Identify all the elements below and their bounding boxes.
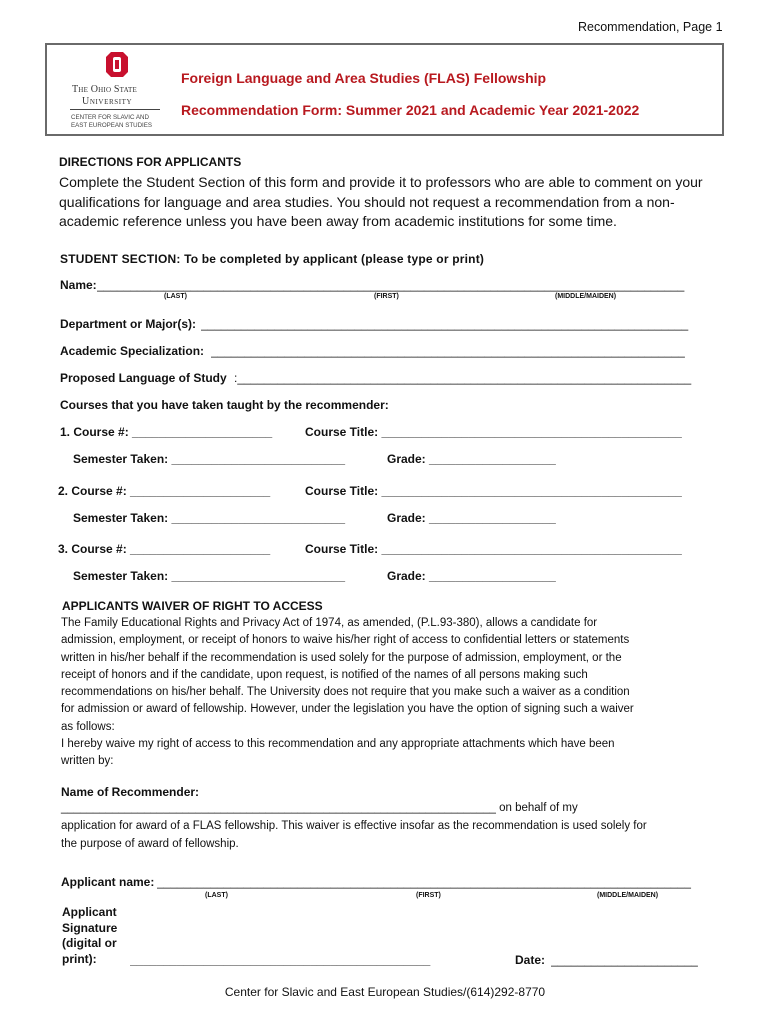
waiver-line: written by: [61, 755, 114, 768]
waiver-line: The Family Educational Rights and Privacy Act of 1974, as amended, (P.L.93-380), allows a candidate for [61, 617, 598, 629]
form-title: Foreign Language and Area Studies (FLAS) Fellowship [181, 70, 547, 86]
department-field[interactable]: _________________________________________________________________________ [201, 317, 689, 331]
waiver-line: I hereby waive my right of access to this recommendation and any appropriate attachments which have been [61, 738, 615, 751]
semester-taken-field[interactable]: Semester Taken: __________________________ [73, 569, 346, 583]
signature-label [62, 905, 117, 967]
applicant-name-field[interactable]: ________________________________________________________________________________ [157, 875, 691, 889]
course-number-field[interactable]: 1. Course #: _____________________ [60, 425, 273, 439]
language-label: Proposed Language of Study [60, 371, 227, 385]
grade-field[interactable]: Grade: ___________________ [387, 452, 556, 466]
applicant-sublabel-first: (FIRST) [416, 892, 441, 899]
logo-center-line2: EAST EUROPEAN STUDIES [71, 122, 153, 129]
signature-label-line: print): [62, 951, 97, 966]
recommender-field[interactable]: ____________________________________________________________________ on behalf of my [61, 802, 578, 814]
waiver-heading: APPLICANTS WAIVER OF RIGHT TO ACCESS [62, 599, 323, 613]
directions-heading: DIRECTIONS FOR APPLICANTS [59, 155, 242, 169]
waiver-paragraph [61, 615, 721, 771]
department-label: Department or Major(s): [60, 317, 197, 331]
footer-contact: Center for Slavic and East European Studies/(614)292-8770 [224, 985, 546, 999]
name-sublabel-last: (LAST) [164, 293, 187, 300]
name-sublabel-middle: (MIDDLE/MAIDEN) [555, 293, 617, 300]
specialization-label: Academic Specialization: [60, 344, 205, 358]
grade-field[interactable]: Grade: ___________________ [387, 511, 556, 525]
page-label: Recommendation, Page 1 [578, 20, 723, 34]
waiver-line: written in his/her behalf if the recommendation is used solely for the purpose of admission, employment, or the [61, 651, 622, 664]
signature-label-line: Applicant [62, 905, 117, 919]
waiver-line: application for award of a FLAS fellowship. This waiver is effective insofar as the recommendation is used solely for [61, 820, 647, 832]
name-field[interactable]: ________________________________________________________________________________________ [97, 278, 685, 292]
course-title-field[interactable]: Course Title: _____________________________________________ [305, 425, 682, 439]
applicant-sublabel-middle: (MIDDLE/MAIDEN) [597, 892, 659, 899]
course-number-field[interactable]: 3. Course #: _____________________ [58, 542, 271, 556]
directions-line: academic reference unless you have been away from academic institutions for some time. [59, 213, 617, 229]
osu-block-o-logo [106, 52, 128, 77]
name-sublabel-first: (FIRST) [374, 293, 399, 300]
waiver-line: admission, employment, or receipt of honors to waive his/her right of access to confidential letters or statements [61, 634, 630, 647]
waiver-line: the purpose of award of fellowship. [61, 838, 239, 850]
course-title-field[interactable]: Course Title: _____________________________________________ [305, 484, 682, 498]
logo-text-line1: The Ohio State [72, 84, 138, 95]
student-section-heading: STUDENT SECTION: To be completed by applicant (please type or print) [60, 252, 485, 266]
name-label: Name: [60, 278, 97, 292]
signature-field[interactable]: _____________________________________________ [130, 953, 431, 967]
semester-taken-field[interactable]: Semester Taken: __________________________ [73, 452, 346, 466]
waiver-line: receipt of honors and if the candidate, upon request, is notified of the names of all persons making such [61, 668, 588, 681]
course-number-field[interactable]: 2. Course #: _____________________ [58, 484, 271, 498]
specialization-field[interactable]: _______________________________________________________________________ [211, 344, 685, 358]
courses-heading: Courses that you have taken taught by the recommender: [60, 398, 389, 412]
logo-rule [70, 109, 160, 110]
form-subtitle: Recommendation Form: Summer 2021 and Academic Year 2021-2022 [181, 102, 640, 118]
directions-line: qualifications for language and area studies. You should not request a recommendation from a non- [59, 194, 675, 210]
course-title-field[interactable]: Course Title: _____________________________________________ [305, 542, 682, 556]
logo-text-line2: University [82, 96, 133, 107]
recommender-label: Name of Recommender: [61, 785, 200, 799]
applicant-name-label: Applicant name: [61, 875, 155, 889]
semester-taken-field[interactable]: Semester Taken: __________________________ [73, 511, 346, 525]
date-field[interactable]: ______________________ [551, 953, 698, 967]
grade-field[interactable]: Grade: ___________________ [387, 569, 556, 583]
waiver-line: recommendations on his/her behalf. The University does not require that you make such a waiver as a condition [61, 686, 630, 699]
applicant-sublabel-last: (LAST) [205, 892, 228, 899]
waiver-line: as follows: [61, 720, 115, 733]
signature-label-line: (digital or [62, 936, 117, 951]
logo-center-line1: CENTER FOR SLAVIC AND [71, 114, 149, 121]
waiver-line: for admission or award of fellowship. However, under the legislation you have the option of signing such a waiver [61, 703, 634, 716]
date-label: Date: [515, 953, 546, 967]
directions-line: Complete the Student Section of this form and provide it to professors who are able to comment on your [59, 174, 703, 190]
signature-label-line: Signature [62, 920, 118, 935]
language-field[interactable]: :____________________________________________________________________ [234, 371, 692, 385]
